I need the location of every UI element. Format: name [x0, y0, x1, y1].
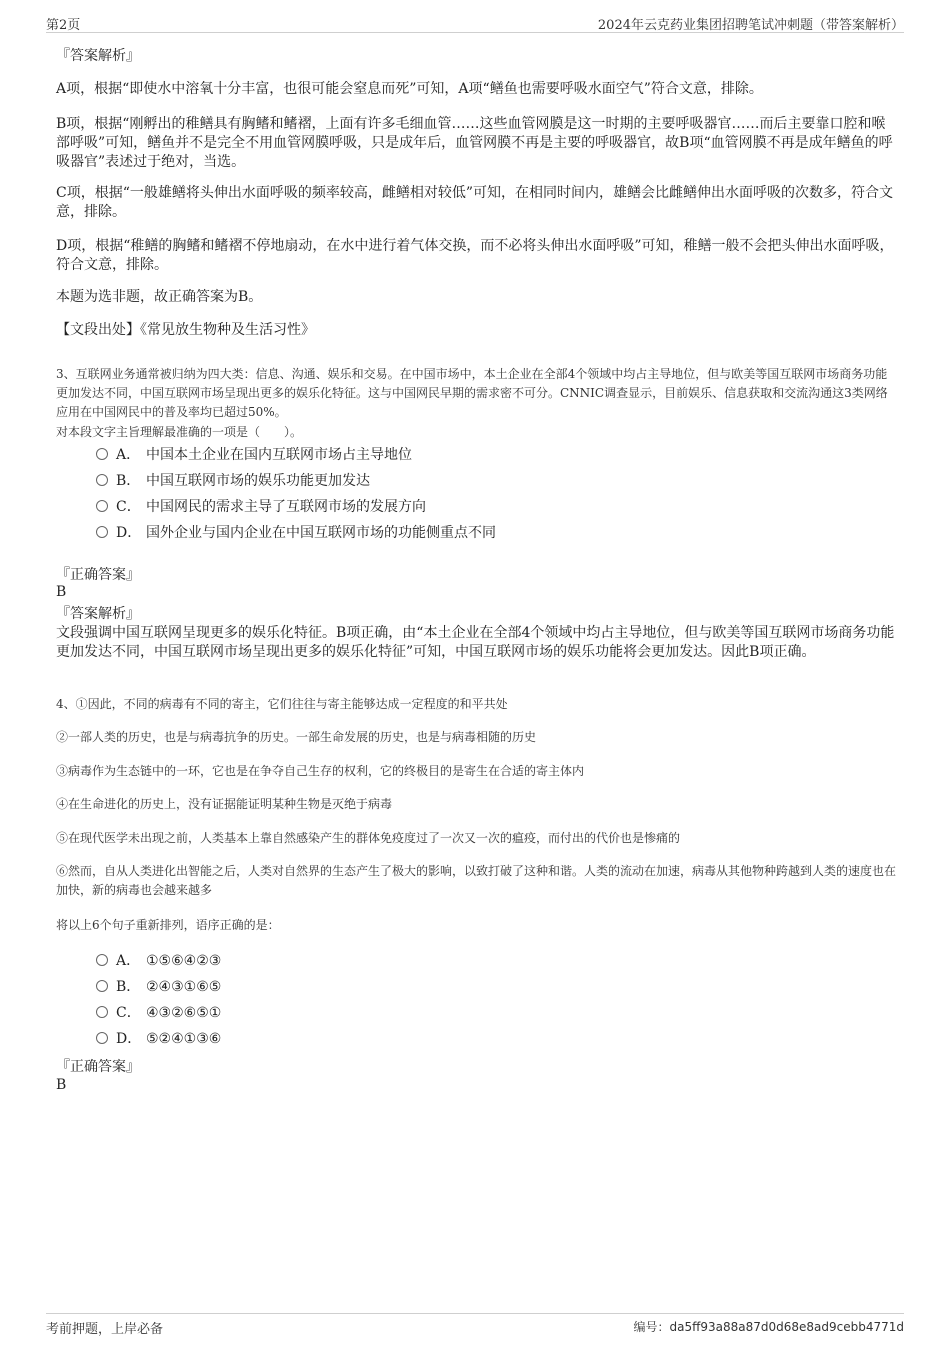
page-header — [46, 10, 904, 33]
radio-icon[interactable] — [96, 500, 108, 512]
radio-icon[interactable] — [96, 954, 108, 966]
q4-answer-label: 『正确答案』 — [56, 1059, 140, 1075]
q2-analysis-label: 『答案解析』 — [56, 48, 140, 64]
document-title: 2024年云克药业集团招聘笔试冲刺题（带答案解析） — [597, 18, 904, 33]
q4-option-a[interactable] — [96, 951, 221, 971]
q4-sentence-5: ⑤在现代医学未出现之前，人类基本上靠自然感染产生的群体免疫度过了一次又一次的瘟疫，而付出的代价也是惨痛的 — [56, 831, 681, 845]
q3-option-a[interactable] — [96, 445, 412, 465]
q4-sentence-3: ③病毒作为生态链中的一环，它也是在争夺自己生存的权利，它的终极目的是寄生在合适的寄主体内 — [56, 764, 585, 778]
q4-sentence-1: 4、①因此，不同的病毒有不同的寄主，它们往往与寄主能够达成一定程度的和平共处 — [56, 697, 508, 711]
q3-analysis-label: 『答案解析』 — [56, 606, 140, 622]
q2-analysis-b: B项，根据“刚孵出的稚鳝具有胸鳍和鳍褶，上面有许多毛细血管……这些血管网膜是这一时期的主要呼吸器官……而后主要靠口腔和喉部呼吸”可知，鳝鱼并不是完全不用血管网膜呼吸，只是成年后，血管网膜不再是主要的呼吸器官，故B项“血管网膜不再是成年鳝鱼的呼吸器官”表述过于绝对，当选。 — [56, 116, 893, 170]
q3-option-b[interactable] — [96, 471, 370, 491]
q2-source: 【文段出处】《常见放生物种及生活习性》 — [56, 322, 315, 338]
option-letter: A． — [116, 953, 141, 969]
option-letter: B． — [116, 979, 141, 995]
q4-answer: B — [56, 1077, 67, 1093]
option-text: 中国本土企业在国内互联网市场占主导地位 — [146, 447, 412, 463]
footer-slogan: 考前押题，上岸必备 — [46, 1322, 164, 1337]
page-footer — [46, 1313, 904, 1338]
option-text: 国外企业与国内企业在中国互联网市场的功能侧重点不同 — [146, 525, 496, 541]
q4-option-c[interactable] — [96, 1003, 221, 1023]
option-text: ①⑤⑥④②③ — [146, 953, 222, 969]
option-letter: C． — [116, 1005, 141, 1021]
q2-analysis-c: C项，根据“一般雄鳝将头伸出水面呼吸的频率较高，雌鳝相对较低”可知，在相同时间内，雄鳝会比雌鳝伸出水面呼吸的次数多，符合文意，排除。 — [56, 185, 894, 220]
q3-option-c[interactable] — [96, 497, 426, 517]
q2-conclusion: 本题为选非题，故正确答案为B。 — [56, 289, 263, 305]
q4-sentence-2: ②一部人类的历史，也是与病毒抗争的历史。一部生命发展的历史，也是与病毒相随的历史 — [56, 730, 537, 744]
q3-stem: 3、互联网业务通常被归纳为四大类：信息、沟通、娱乐和交易。在中国市场中，本土企业在全部4个领域中均占主导地位，但与欧美等国互联网市场商务功能更加发达不同，中国互联网市场呈现出更多的娱乐化特征。这与中国网民早期的需求密不可分。CNNIC调查显示，目前娱乐、信息获取和交流沟通这3类网络应用在中国网民中的普及率均已超过50%。 — [56, 367, 888, 419]
q4-prompt: 将以上6个句子重新排列，语序正确的是： — [56, 918, 280, 932]
q3-answer: B — [56, 584, 67, 600]
q2-analysis-d: D项，根据“稚鳝的胸鳍和鳍褶不停地扇动，在水中进行着气体交换，而不必将头伸出水面呼吸”可知，稚鳝一般不会把头伸出水面呼吸，符合文意，排除。 — [56, 238, 894, 273]
q4-option-d[interactable] — [96, 1029, 221, 1049]
option-text: ④③②⑥⑤① — [146, 1005, 222, 1021]
document-code: 编号：da5ff93a88a87d0d68e8ad9cebb4771d — [633, 1320, 904, 1334]
q3-answer-label: 『正确答案』 — [56, 567, 140, 583]
radio-icon[interactable] — [96, 980, 108, 992]
q3-prompt: 对本段文字主旨理解最准确的一项是（ ）。 — [56, 425, 303, 439]
q4-sentence-4: ④在生命进化的历史上，没有证据能证明某种生物是灭绝于病毒 — [56, 797, 393, 811]
radio-icon[interactable] — [96, 448, 108, 460]
option-letter: D． — [116, 525, 142, 541]
option-text: 中国互联网市场的娱乐功能更加发达 — [146, 473, 370, 489]
radio-icon[interactable] — [96, 474, 108, 486]
option-text: ⑤②④①③⑥ — [146, 1031, 222, 1047]
q3-option-d[interactable] — [96, 523, 496, 543]
q3-analysis: 文段强调中国互联网呈现更多的娱乐化特征。B项正确，由“本土企业在全部4个领域中均占主导地位，但与欧美等国互联网市场商务功能更加发达不同，中国互联网市场呈现出更多的娱乐化特征”可知，中国互联网市场的娱乐功能将会更加发达。因此B项正确。 — [56, 625, 895, 660]
option-letter: A． — [116, 447, 141, 463]
option-letter: D． — [116, 1031, 142, 1047]
page-number: 第2页 — [46, 18, 81, 33]
option-text: 中国网民的需求主导了互联网市场的发展方向 — [146, 499, 426, 515]
q4-sentence-6: ⑥然而，自从人类进化出智能之后，人类对自然界的生态产生了极大的影响，以致打破了这种和谐。人类的流动在加速，病毒从其他物种跨越到人类的速度也在加快，新的病毒也会越来越多 — [56, 864, 897, 897]
radio-icon[interactable] — [96, 1006, 108, 1018]
option-letter: C． — [116, 499, 141, 515]
radio-icon[interactable] — [96, 1032, 108, 1044]
q2-analysis-a: A项，根据“即使水中溶氧十分丰富，也很可能会窒息而死”可知，A项“鳝鱼也需要呼吸水面空气”符合文意，排除。 — [56, 81, 763, 97]
q4-option-b[interactable] — [96, 977, 221, 997]
radio-icon[interactable] — [96, 526, 108, 538]
option-letter: B． — [116, 473, 141, 489]
option-text: ②④③①⑥⑤ — [146, 979, 222, 995]
